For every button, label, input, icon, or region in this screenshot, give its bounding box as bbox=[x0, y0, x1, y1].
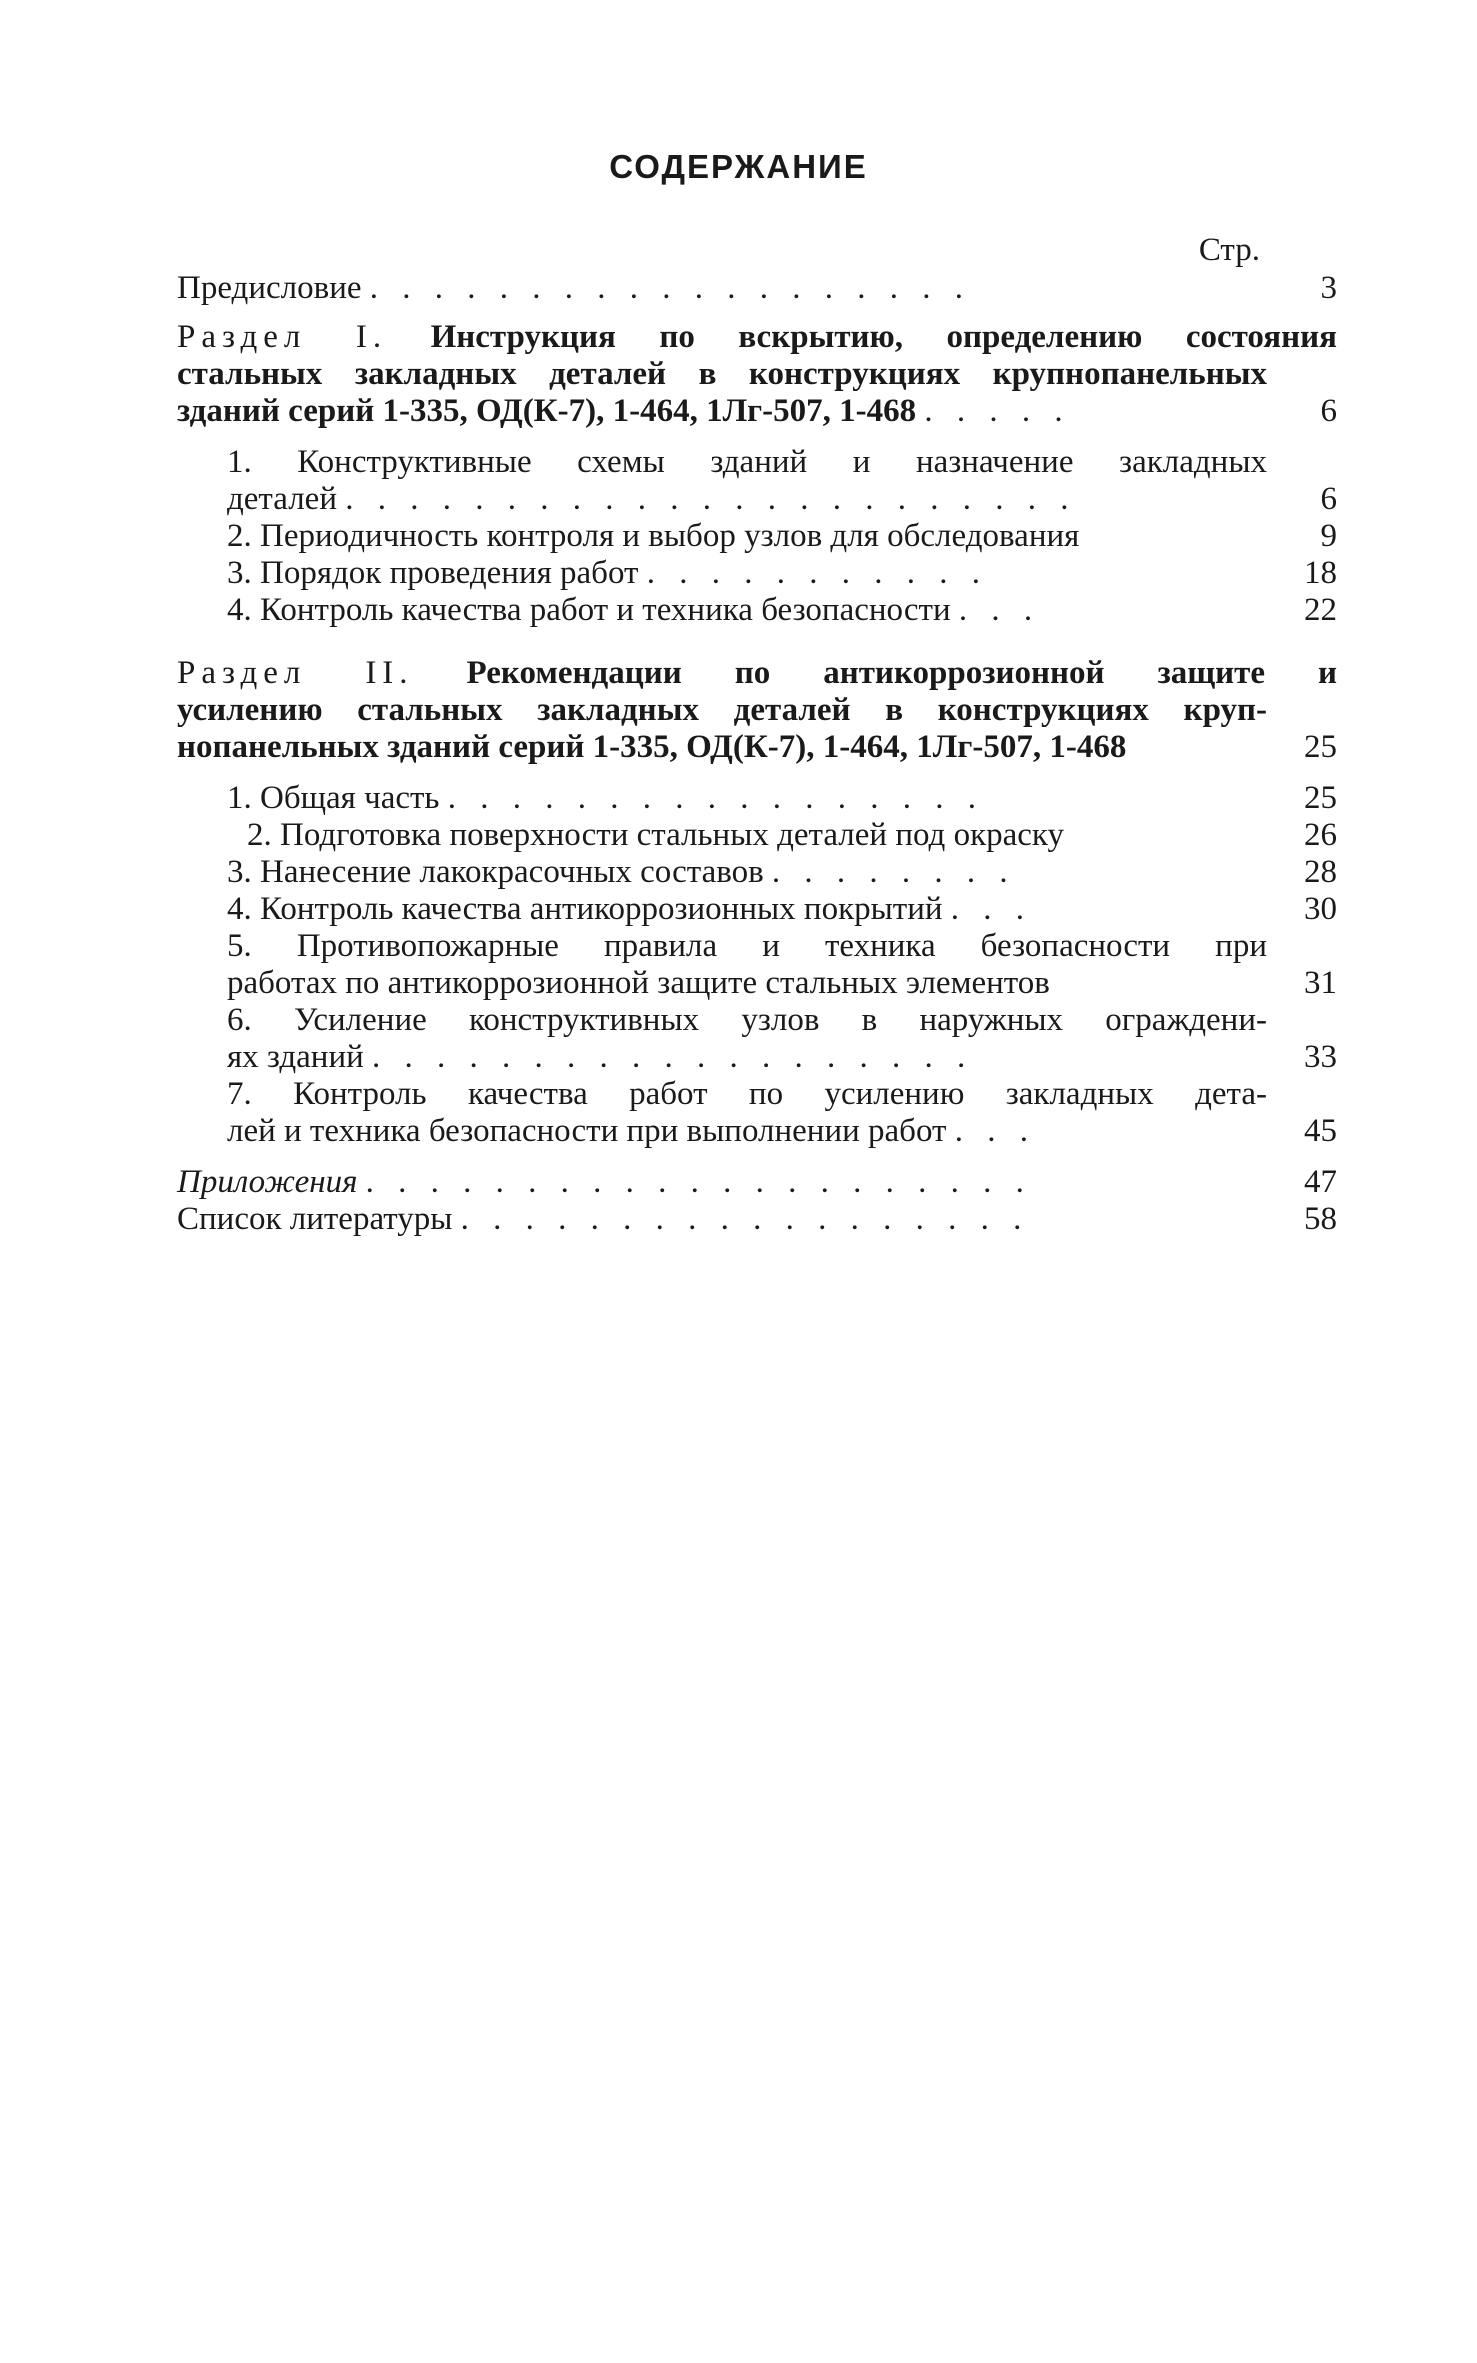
section-title-line: нопанельных зданий серий 1-335, ОД(К-7), 1-464, 1Лг-507, 1-468 bbox=[177, 729, 1127, 765]
toc-entry-text: Список литературы bbox=[177, 1201, 453, 1237]
section-label: Раздел II. bbox=[177, 655, 414, 691]
toc-entry-text: 7. Контроль качества работ по усилению закладных дета- bbox=[227, 1076, 1267, 1112]
toc-entry-text: 4. Контроль качества антикоррозионных покрытий bbox=[227, 891, 943, 927]
toc-entry-text: деталей bbox=[227, 481, 337, 517]
toc-entry-text: Предисловие bbox=[177, 270, 362, 306]
toc-entry-text: 1. Общая часть bbox=[227, 780, 440, 816]
toc-entry-text: 3. Нанесение лакокрасочных составов bbox=[227, 854, 764, 890]
leader-dots: . . . bbox=[958, 592, 1041, 628]
section-title-line: Рекомендации по антикоррозионной защите и bbox=[466, 655, 1338, 691]
leader-dots: . . . . . . . . . . . bbox=[646, 555, 988, 591]
toc-entry-references[interactable] bbox=[177, 1201, 1337, 1238]
toc-entry-text: 3. Порядок проведения работ bbox=[227, 555, 639, 591]
toc-entry-2-3[interactable] bbox=[177, 854, 1337, 891]
toc-entry-section-2[interactable] bbox=[177, 655, 1337, 766]
page-column-header: Стр. bbox=[1198, 232, 1260, 268]
leader-dots: . . . . . . . . . . . . . . . . . . . . . bbox=[365, 1164, 1032, 1200]
toc-page-number: 6 bbox=[1320, 481, 1337, 517]
toc-entry-appendix[interactable] bbox=[177, 1164, 1337, 1201]
toc-entry-preface[interactable] bbox=[177, 270, 1337, 307]
leader-dots: . . . . . . . . . . . . . . . . . . bbox=[460, 1201, 1030, 1237]
leader-dots: . . . . . . . . . . . . . . . . . . . bbox=[369, 270, 971, 306]
section-title-line: усилению стальных закладных деталей в конструкциях круп- bbox=[177, 692, 1267, 728]
toc-entry-text: лей и техника безопасности при выполнении работ bbox=[227, 1113, 947, 1149]
toc-entry-text: 1. Конструктивные схемы зданий и назначение закладных bbox=[227, 444, 1267, 480]
leader-dots: . . . bbox=[954, 1113, 1036, 1149]
toc-page-number: 58 bbox=[1304, 1201, 1337, 1237]
toc-page-number: 45 bbox=[1304, 1113, 1337, 1149]
toc-entry-text: 5. Противопожарные правила и техника безопасности при bbox=[227, 928, 1267, 964]
toc-entry-2-4[interactable] bbox=[177, 891, 1337, 928]
toc-page-number: 6 bbox=[1320, 393, 1337, 429]
leader-dots: . . . . . . . . . . . . . . . . . . . . . . . bbox=[345, 481, 1077, 517]
section-title-line: зданий серий 1-335, ОД(К-7), 1-464, 1Лг-507, 1-468 bbox=[177, 393, 917, 429]
toc-entry-2-5[interactable] bbox=[177, 928, 1337, 1002]
leader-dots: . . . . . bbox=[924, 393, 1071, 429]
toc-entry-text: 2. Подготовка поверхности стальных деталей под окраску bbox=[247, 817, 1064, 853]
toc-entry-2-1[interactable] bbox=[177, 780, 1337, 817]
toc-page-number: 26 bbox=[1304, 817, 1337, 853]
toc-page-number: 31 bbox=[1304, 965, 1337, 1001]
toc-page-number: 18 bbox=[1304, 555, 1337, 591]
toc-page-number: 33 bbox=[1304, 1039, 1337, 1075]
toc-page-number: 22 bbox=[1304, 592, 1337, 628]
toc-page-number: 30 bbox=[1304, 891, 1337, 927]
toc-entry-1-3[interactable] bbox=[177, 555, 1337, 592]
toc-entry-2-6[interactable] bbox=[177, 1002, 1337, 1076]
section-title-line: стальных закладных деталей в конструкциях крупнопанельных bbox=[177, 356, 1267, 392]
leader-dots: . . . . . . . . bbox=[771, 854, 1016, 890]
toc-entry-1-2[interactable] bbox=[177, 518, 1337, 555]
leader-dots: . . . bbox=[950, 891, 1033, 927]
toc-entry-1-4[interactable] bbox=[177, 592, 1337, 629]
table-of-contents bbox=[177, 230, 1337, 1238]
toc-entry-2-7[interactable] bbox=[177, 1076, 1337, 1150]
toc-entry-text: 4. Контроль качества работ и техника безопасности bbox=[227, 592, 951, 628]
leader-dots: . . . . . . . . . . . . . . . . . bbox=[447, 780, 984, 816]
section-title-line: Инструкция по вскрытию, определению состояния bbox=[430, 319, 1337, 355]
toc-entry-text: 2. Периодичность контроля и выбор узлов для обследования bbox=[227, 518, 1080, 554]
leader-dots: . . . . . . . . . . . . . . . . . . . bbox=[372, 1039, 974, 1075]
toc-entry-section-1[interactable] bbox=[177, 319, 1337, 430]
toc-entry-text: 6. Усиление конструктивных узлов в наружных ограждени- bbox=[227, 1002, 1267, 1038]
toc-page-number: 25 bbox=[1304, 780, 1337, 816]
toc-entry-text: Приложения bbox=[177, 1164, 358, 1200]
toc-entry-2-2[interactable] bbox=[177, 817, 1337, 854]
toc-page-number: 25 bbox=[1304, 729, 1337, 765]
toc-entry-1-1[interactable] bbox=[177, 444, 1337, 518]
toc-entry-text: ях зданий bbox=[227, 1039, 364, 1075]
toc-page-number: 28 bbox=[1304, 854, 1337, 890]
toc-entry-text: работах по антикоррозионной защите стальных элементов bbox=[227, 965, 1050, 1001]
toc-page-number: 9 bbox=[1320, 518, 1337, 554]
page-title: СОДЕРЖАНИЕ bbox=[609, 148, 868, 185]
toc-page-number: 3 bbox=[1320, 270, 1337, 306]
toc-page-number: 47 bbox=[1304, 1164, 1337, 1200]
section-label: Раздел I. bbox=[177, 319, 388, 355]
